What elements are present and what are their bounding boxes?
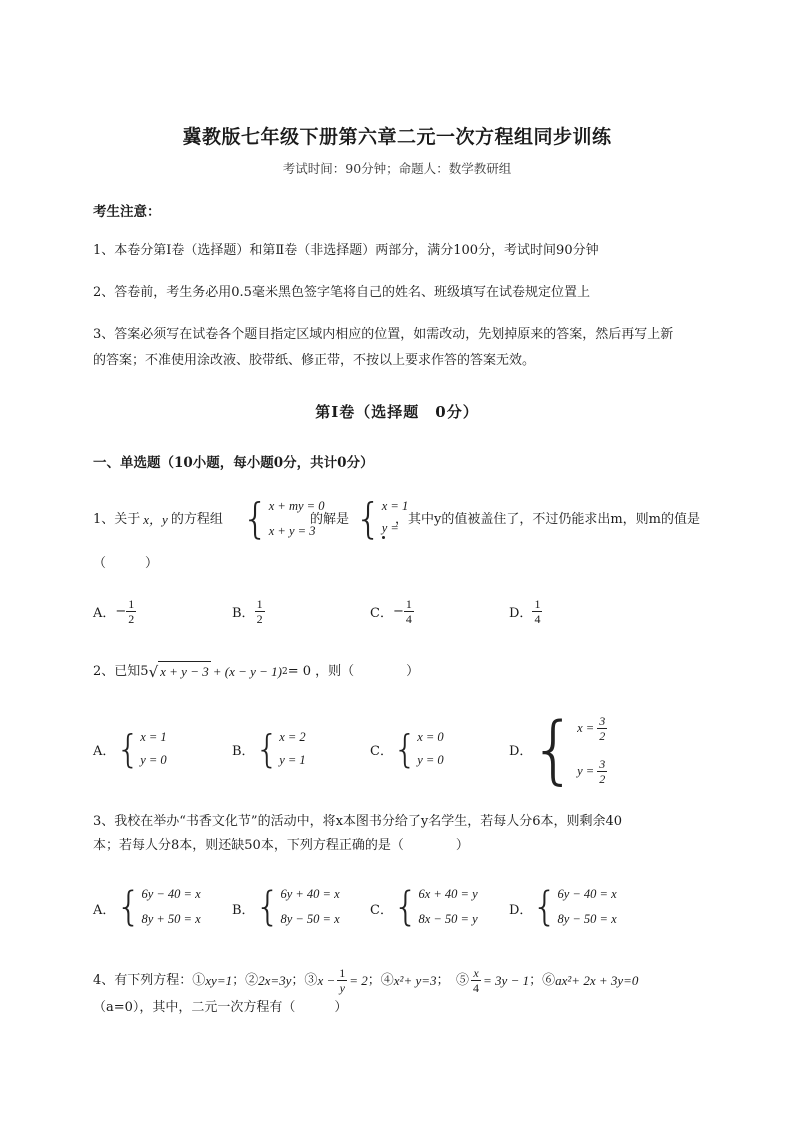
option-label: D． [509,903,533,918]
q1-option-a[interactable] [93,597,136,626]
notice-item: 的答案；不准使用涂改液、胶带纸、修正带，不按以上要求作答的答案无效。 [93,353,536,368]
q1-mid2: 的解是 [310,512,350,527]
brace-icon: { [393,884,419,930]
brace-icon: { [242,494,269,543]
q1-prefix: 1、关于 [93,512,141,527]
brace-icon: { [355,494,382,543]
brace-icon: { [116,884,142,930]
q1-option-c[interactable] [370,597,414,626]
option-label: B． [232,606,255,621]
q3-option-a[interactable]: { 6y − 40 = x 8y + 50 = x [116,884,201,930]
option-label: C． [370,606,393,621]
document-title: 冀教版七年级下册第六章二元一次方程组同步训练 [182,126,612,148]
q3-option-d[interactable]: { 6y − 40 = x 8y − 50 = x [532,884,617,930]
document-subtitle: 考试时间：90分钟；命题人：数学教研组 [282,161,512,176]
q1-suffix: ，其中y的值被盖住了，不过仍能求出m，则m的值是 [395,512,700,527]
notice-item: 1、本卷分第Ⅰ卷（选择题）和第Ⅱ卷（非选择题）两部分，满分100分，考试时间90分钟 [93,243,599,258]
brace-icon: { [255,727,280,771]
option-label: B． [232,903,255,918]
option-label: A． [93,903,116,918]
q2-option-d[interactable]: { x = $\frac{3}{2}$ y = $\frac{3}{2}$ [530,707,606,793]
question-3-line-2: 本；若每人分8本，则还缺50本，下列方程正确的是（ ） [93,838,469,853]
q2-prefix: 2、已知 [93,663,141,679]
q1-mid1: 的方程组 [170,512,223,527]
option-label: C． [370,744,393,759]
option-fraction: $\frac{1}{2}$ [256,597,263,626]
q2-option-a[interactable]: { x = 1 y = 0 [116,727,167,771]
option-fraction: $\frac{1}{2}$ [128,597,135,626]
q3-option-c[interactable]: { 6x + 40 = y 8x − 50 = y [393,884,478,930]
q3-option-b[interactable]: { 6y + 40 = x 8y − 50 = x [255,884,340,930]
option-label: D． [509,606,533,621]
question-2 [93,661,419,682]
sqrt-icon: √ [148,662,159,681]
q1-vars: x，y [143,512,168,527]
question-1 [93,510,223,530]
q2-option-c[interactable]: { x = 0 y = 0 [393,727,444,771]
notice-heading: 考生注意： [93,204,161,220]
q1-answer-paren: （ ） [93,556,159,571]
option-label: C． [370,903,393,918]
option-label: D． [509,744,533,759]
option-sign: − [115,604,127,619]
q1-option-b[interactable] [232,597,265,626]
question-4-line-1: 4、有下列方程：① xy=1 ；② 2x=3y ；③ x − $\frac{1}{y}$ = 2 ；④ x²+ y=3 ； ⑤ $\frac{x}{4}$ = 3y − 1 ；⑥ ax²+ 2x + 3y=0 [93,966,639,995]
q2-coef: 5 [140,663,149,679]
brace-icon: { [530,707,578,793]
q1-sol1: x = 1 [381,499,409,513]
q1-sol2: y = [381,521,399,535]
section-title: 第Ⅰ卷（选择题 0分） [315,403,479,421]
option-sign: − [392,604,404,619]
covered-value-dot [382,536,385,539]
option-label: A． [93,744,116,759]
brace-icon: { [532,884,558,930]
notice-item: 2、答卷前，考生务必用0.5毫米黑色签字笔将自己的姓名、班级填写在试卷规定位置上 [93,285,590,300]
brace-icon: { [116,727,141,771]
part-heading: 一、单选题（10小题，每小题0分，共计0分） [93,455,374,471]
q1-eq2: x + y = 3 [268,524,316,538]
q2-eq: = 0 ，则（ ） [287,663,420,679]
question-4-line-2: （a=0），其中，二元一次方程有（ ） [93,1000,348,1015]
option-fraction: $\frac{1}{4}$ [405,597,412,626]
q1-eq1: x + my = 0 [268,499,325,513]
q2-option-b[interactable]: { x = 2 y = 1 [255,727,306,771]
option-label: A． [93,606,116,621]
option-fraction: $\frac{1}{4}$ [534,597,541,626]
q2-radicand: x + y − 3 [158,661,211,682]
q2-rest: + (x − y − 1) [212,663,282,679]
q2-exp: 2 [281,666,288,677]
notice-item: 3、答案必须写在试卷各个题目指定区域内相应的位置，如需改动，先划掉原来的答案，然后再写上新 [93,327,674,342]
option-label: B． [232,744,255,759]
brace-icon: { [255,884,281,930]
question-3-line-1: 3、我校在举办“书香文化节”的活动中，将x本图书分给了y名学生，若每人分6本，则剩余40 [93,814,623,829]
q1-option-d[interactable] [509,597,542,626]
brace-icon: { [393,727,418,771]
